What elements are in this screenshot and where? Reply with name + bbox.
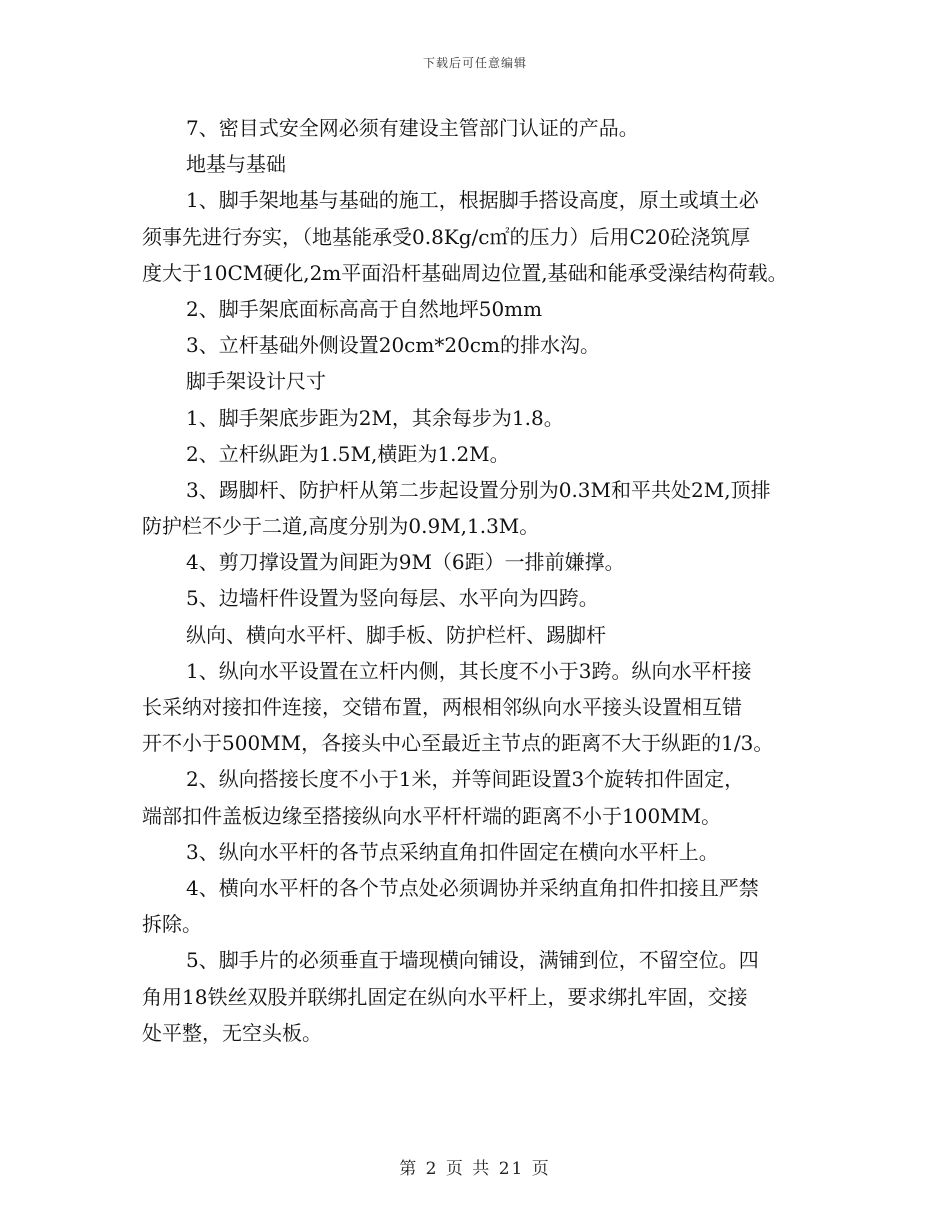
text-line: 拆除。 <box>142 912 202 937</box>
text-line: 开不小于500MM，各接头中心至最近主节点的距离不大于纵距的1/3。 <box>142 731 774 756</box>
text-line: 地基与基础 <box>186 152 286 177</box>
text-line: 脚手架设计尺寸 <box>186 369 326 394</box>
text-line: 3、立杆基础外侧设置20cm*20cm的排水沟。 <box>186 333 600 358</box>
text-line: 1、纵向水平设置在立杆内侧，其长度不小于3跨。纵向水平杆接 <box>186 658 752 683</box>
page-number-footer: 第 2 页 共 21 页 <box>399 1159 551 1179</box>
text-line: 5、边墙杆件设置为竖向每层、水平向为四跨。 <box>186 586 599 611</box>
text-line: 4、横向水平杆的各个节点处必须调协并采纳直角扣件扣接且严禁 <box>186 875 759 900</box>
text-line: 3、踢脚杆、防护杆从第二步起设置分别为0.3M和平共处2M,顶排 <box>186 477 771 502</box>
text-line: 2、脚手架底面标高高于自然地坪50mm <box>186 296 543 321</box>
text-line: 2、纵向搭接长度不小于1米，并等间距设置3个旋转扣件固定， <box>186 767 745 792</box>
text-line: 端部扣件盖板边缘至搭接纵向水平杆杆端的距离不小于100MM。 <box>142 803 722 828</box>
text-line: 须事先进行夯实，（地基能承受0.8Kg/c㎡的压力）后用C20砼浇筑厚 <box>142 224 751 249</box>
text-line: 纵向、横向水平杆、脚手板、防护栏杆、踢脚杆 <box>186 622 606 647</box>
text-line: 1、脚手架底步距为2M，其余每步为1.8。 <box>186 405 564 430</box>
text-line: 度大于10CM硬化,2m平面沿杆基础周边位置,基础和能承受澡结构荷载。 <box>142 260 788 285</box>
text-line: 4、剪刀撑设置为间距为9M（6距）一排前嫌撑。 <box>186 550 625 575</box>
text-line: 处平整，无空头板。 <box>142 1020 322 1045</box>
document-body <box>142 110 824 1051</box>
page-header: 下载后可任意编辑 <box>422 56 527 70</box>
text-line: 防护栏不少于二道,高度分别为0.9M,1.3M。 <box>142 514 540 539</box>
text-line: 角用18铁丝双股并联绑扎固定在纵向水平杆上，要求绑扎牢固，交接 <box>142 984 748 1009</box>
text-line: 7、密目式安全网必须有建设主管部门认证的产品。 <box>186 116 639 140</box>
text-line: 1、脚手架地基与基础的施工，根据脚手搭设高度，原土或填土必 <box>186 188 759 213</box>
text-line: 3、纵向水平杆的各节点采纳直角扣件固定在横向水平杆上。 <box>186 839 719 864</box>
text-line: 5、脚手片的必须垂直于墙现横向铺设，满铺到位，不留空位。四 <box>186 948 759 973</box>
text-line: 长采纳对接扣件连接，交错布置，两根相邻纵向水平接头设置相互错 <box>142 695 742 719</box>
text-line: 2、立杆纵距为1.5M,横距为1.2M。 <box>186 441 510 466</box>
